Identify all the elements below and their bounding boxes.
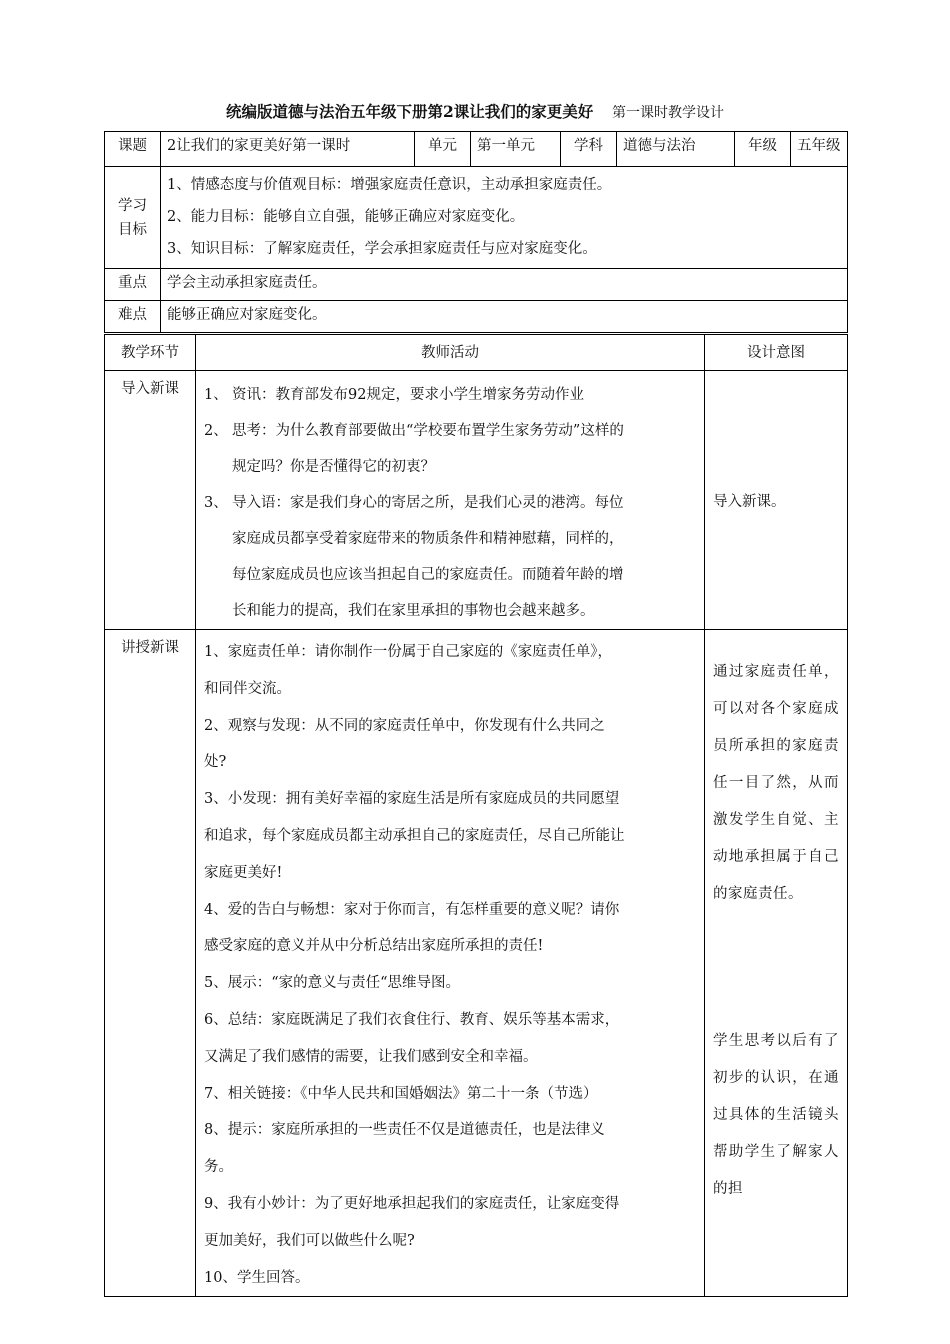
topic-row <box>105 132 848 167</box>
teach-design-intent-1: 通过家庭责任单，可以对各个家庭成员所承担的家庭责任一目了然，从而激发学生自觉、主动地承担属于自己的家庭责任。 <box>713 664 839 902</box>
topic-label: 课题 <box>105 132 161 167</box>
topic-value: 2让我们的家更美好第一课时 <box>161 132 415 167</box>
list-line: 和追求，每个家庭成员都主动承担自己的家庭责任，尽自己所能让 <box>204 827 625 844</box>
difficulty-row <box>105 301 848 333</box>
list-line: 和同伴交流。 <box>204 680 291 697</box>
goals-row <box>105 167 848 269</box>
list-line: 处? <box>204 754 227 771</box>
subject-label: 学科 <box>561 132 617 167</box>
list-line: 9、我有小妙计：为了更好地承担起我们的家庭责任，让家庭变得 <box>204 1195 620 1212</box>
header-stage: 教学环节 <box>105 335 196 371</box>
teach-row <box>105 630 848 1297</box>
teach-activity-list <box>196 630 704 1296</box>
goals-label-line-2: 目标 <box>118 221 147 238</box>
list-line: 2、观察与发现：从不同的家庭责任单中，你发现有什么共同之 <box>204 717 605 734</box>
list-item: 3、 导入语：家是我们身心的寄居之所，是我们心灵的港湾。每位 <box>204 495 624 511</box>
teach-activity-cell <box>196 630 705 1297</box>
teaching-process-table <box>104 334 848 1297</box>
focus-label: 重点 <box>105 269 161 301</box>
list-item: 1、 资讯：教育部发布92规定，要求小学生增家务劳动作业 <box>204 387 584 403</box>
header-teacher-activity: 教师活动 <box>196 335 705 371</box>
difficulty-label: 难点 <box>105 301 161 333</box>
intro-design-intent: 导入新课。 <box>705 371 848 630</box>
intro-activity-list <box>196 371 704 629</box>
list-line: 家庭更美好! <box>204 864 283 881</box>
list-line: 又满足了我们感情的需要，让我们感到安全和幸福。 <box>204 1048 538 1065</box>
teach-stage-label: 讲授新课 <box>105 630 196 1297</box>
list-line: 更加美好，我们可以做些什么呢? <box>204 1232 415 1249</box>
goals-cell <box>161 167 848 269</box>
goal-item: 3、知识目标：了解家庭责任，学会承担家庭责任与应对家庭变化。 <box>167 241 597 257</box>
list-line: 6、总结：家庭既满足了我们衣食住行、教育、娱乐等基本需求， <box>204 1011 620 1028</box>
lesson-info-table <box>104 131 848 333</box>
list-line: 5、展示：“家的意义与责任“思维导图。 <box>204 975 461 992</box>
header-design-intent: 设计意图 <box>705 335 848 371</box>
list-item-continuation: 每位家庭成员也应该当担起自己的家庭责任。而随着年龄的增 <box>232 567 624 583</box>
process-header-row <box>105 335 848 371</box>
grade-value: 五年级 <box>791 132 848 167</box>
teach-design-cell <box>705 630 848 1297</box>
list-line: 8、提示：家庭所承担的一些责任不仅是道德责任，也是法律义 <box>204 1122 605 1139</box>
goals-list <box>167 169 841 265</box>
list-line: 4、爱的告白与畅想：家对于你而言，有怎样重要的意义呢？请你 <box>204 901 620 918</box>
goals-label-line-1: 学习 <box>118 197 147 214</box>
list-line: 务。 <box>204 1159 233 1176</box>
subject-value: 道德与法治 <box>617 132 735 167</box>
difficulty-value: 能够正确应对家庭变化。 <box>161 301 848 333</box>
list-item: 2、 思考：为什么教育部要做出“学校要布置学生家务劳动”这样的 <box>204 423 624 439</box>
list-line: 7、相关链接：《中华人民共和国婚姻法》第二十一条（节选） <box>204 1085 598 1102</box>
list-line: 3、小发现：拥有美好幸福的家庭生活是所有家庭成员的共同愿望 <box>204 791 620 808</box>
list-item-continuation: 规定吗？你是否懂得它的初衷？ <box>232 459 435 475</box>
intro-stage-label: 导入新课 <box>105 371 196 630</box>
list-line: 1、家庭责任单：请你制作一份属于自己家庭的《家庭责任单》， <box>204 644 612 660</box>
goal-item: 2、能力目标：能够自立自强，能够正确应对家庭变化。 <box>167 209 525 225</box>
list-line: 10、学生回答。 <box>204 1269 310 1286</box>
goal-item: 1、情感态度与价值观目标：增强家庭责任意识，主动承担家庭责任。 <box>167 177 612 193</box>
intro-row <box>105 371 848 630</box>
grade-label: 年级 <box>735 132 791 167</box>
focus-value: 学会主动承担家庭责任。 <box>161 269 848 301</box>
teach-design-intent-2: 学生思考以后有了初步的认识，在通过具体的生活镜头帮助学生了解家人的担 <box>713 1033 839 1197</box>
list-item-continuation: 家庭成员都享受着家庭带来的物质条件和精神慰藉，同样的， <box>232 531 624 547</box>
list-line: 感受家庭的意义并从中分析总结出家庭所承担的责任! <box>204 938 544 955</box>
intro-activity-cell <box>196 371 705 630</box>
goals-label <box>105 167 161 269</box>
focus-row <box>105 269 848 301</box>
document-title-main: 统编版道德与法治五年级下册第2课让我们的家更美好 <box>225 102 594 121</box>
unit-value: 第一单元 <box>471 132 561 167</box>
list-item-continuation: 长和能力的提高，我们在家里承担的事物也会越来越多。 <box>232 603 595 619</box>
unit-label: 单元 <box>415 132 471 167</box>
document-title <box>0 100 950 122</box>
document-title-sub: 第一课时教学设计 <box>612 105 725 121</box>
